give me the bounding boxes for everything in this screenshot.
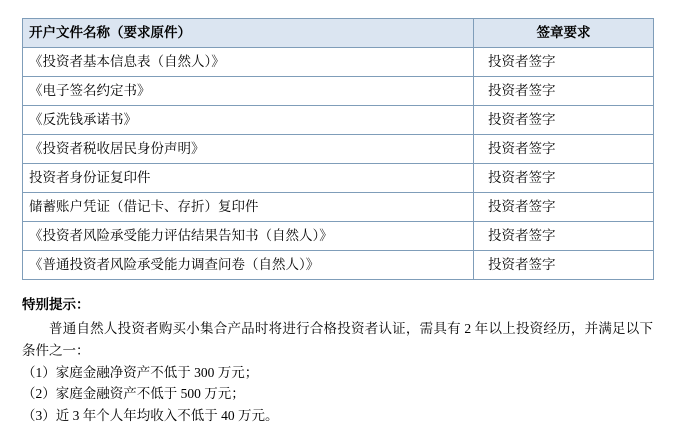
special-notice-condition-2: （2）家庭金融资产不低于 500 万元； bbox=[22, 386, 245, 402]
table-row bbox=[23, 222, 654, 251]
account-opening-documents-table bbox=[22, 18, 654, 280]
signature-requirement-cell: 投资者签字 bbox=[474, 222, 654, 251]
document-name-cell: 《投资者风险承受能力评估结果告知书（自然人）》 bbox=[23, 222, 474, 251]
table-row bbox=[23, 106, 654, 135]
table-row bbox=[23, 77, 654, 106]
document-name-cell: 《反洗钱承诺书》 bbox=[23, 106, 474, 135]
document-name-cell: 《投资者税收居民身份声明》 bbox=[23, 135, 474, 164]
special-notice-condition-1: （1）家庭金融净资产不低于 300 万元； bbox=[22, 364, 259, 380]
column-header-document-name: 开户文件名称（要求原件） bbox=[23, 19, 474, 48]
table-row bbox=[23, 251, 654, 280]
document-name-cell: 投资者身份证复印件 bbox=[23, 164, 474, 193]
table-header bbox=[23, 19, 654, 48]
document-name-cell: 《电子签名约定书》 bbox=[23, 77, 474, 106]
special-notice-section bbox=[22, 294, 653, 427]
table-row bbox=[23, 48, 654, 77]
special-notice-title: 特别提示： bbox=[22, 297, 90, 312]
special-notice-condition-3: （3）近 3 年个人年均收入不低于 40 万元。 bbox=[22, 408, 279, 424]
document-name-cell: 《投资者基本信息表（自然人）》 bbox=[23, 48, 474, 77]
signature-requirement-cell: 投资者签字 bbox=[474, 251, 654, 280]
signature-requirement-cell: 投资者签字 bbox=[474, 77, 654, 106]
signature-requirement-cell: 投资者签字 bbox=[474, 164, 654, 193]
signature-requirement-cell: 投资者签字 bbox=[474, 193, 654, 222]
signature-requirement-cell: 投资者签字 bbox=[474, 106, 654, 135]
table-body bbox=[23, 48, 654, 280]
special-notice-paragraph: 普通自然人投资者购买小集合产品时将进行合格投资者认证，需具有 2 年以上投资经历，并满足以下条件之一： bbox=[22, 320, 653, 358]
signature-requirement-cell: 投资者签字 bbox=[474, 48, 654, 77]
column-header-signature-requirement: 签章要求 bbox=[474, 19, 654, 48]
table-row bbox=[23, 135, 654, 164]
table-row bbox=[23, 164, 654, 193]
signature-requirement-cell: 投资者签字 bbox=[474, 135, 654, 164]
table-row bbox=[23, 193, 654, 222]
document-name-cell: 储蓄账户凭证（借记卡、存折）复印件 bbox=[23, 193, 474, 222]
document-name-cell: 《普通投资者风险承受能力调查问卷（自然人）》 bbox=[23, 251, 474, 280]
table-header-row bbox=[23, 19, 654, 48]
